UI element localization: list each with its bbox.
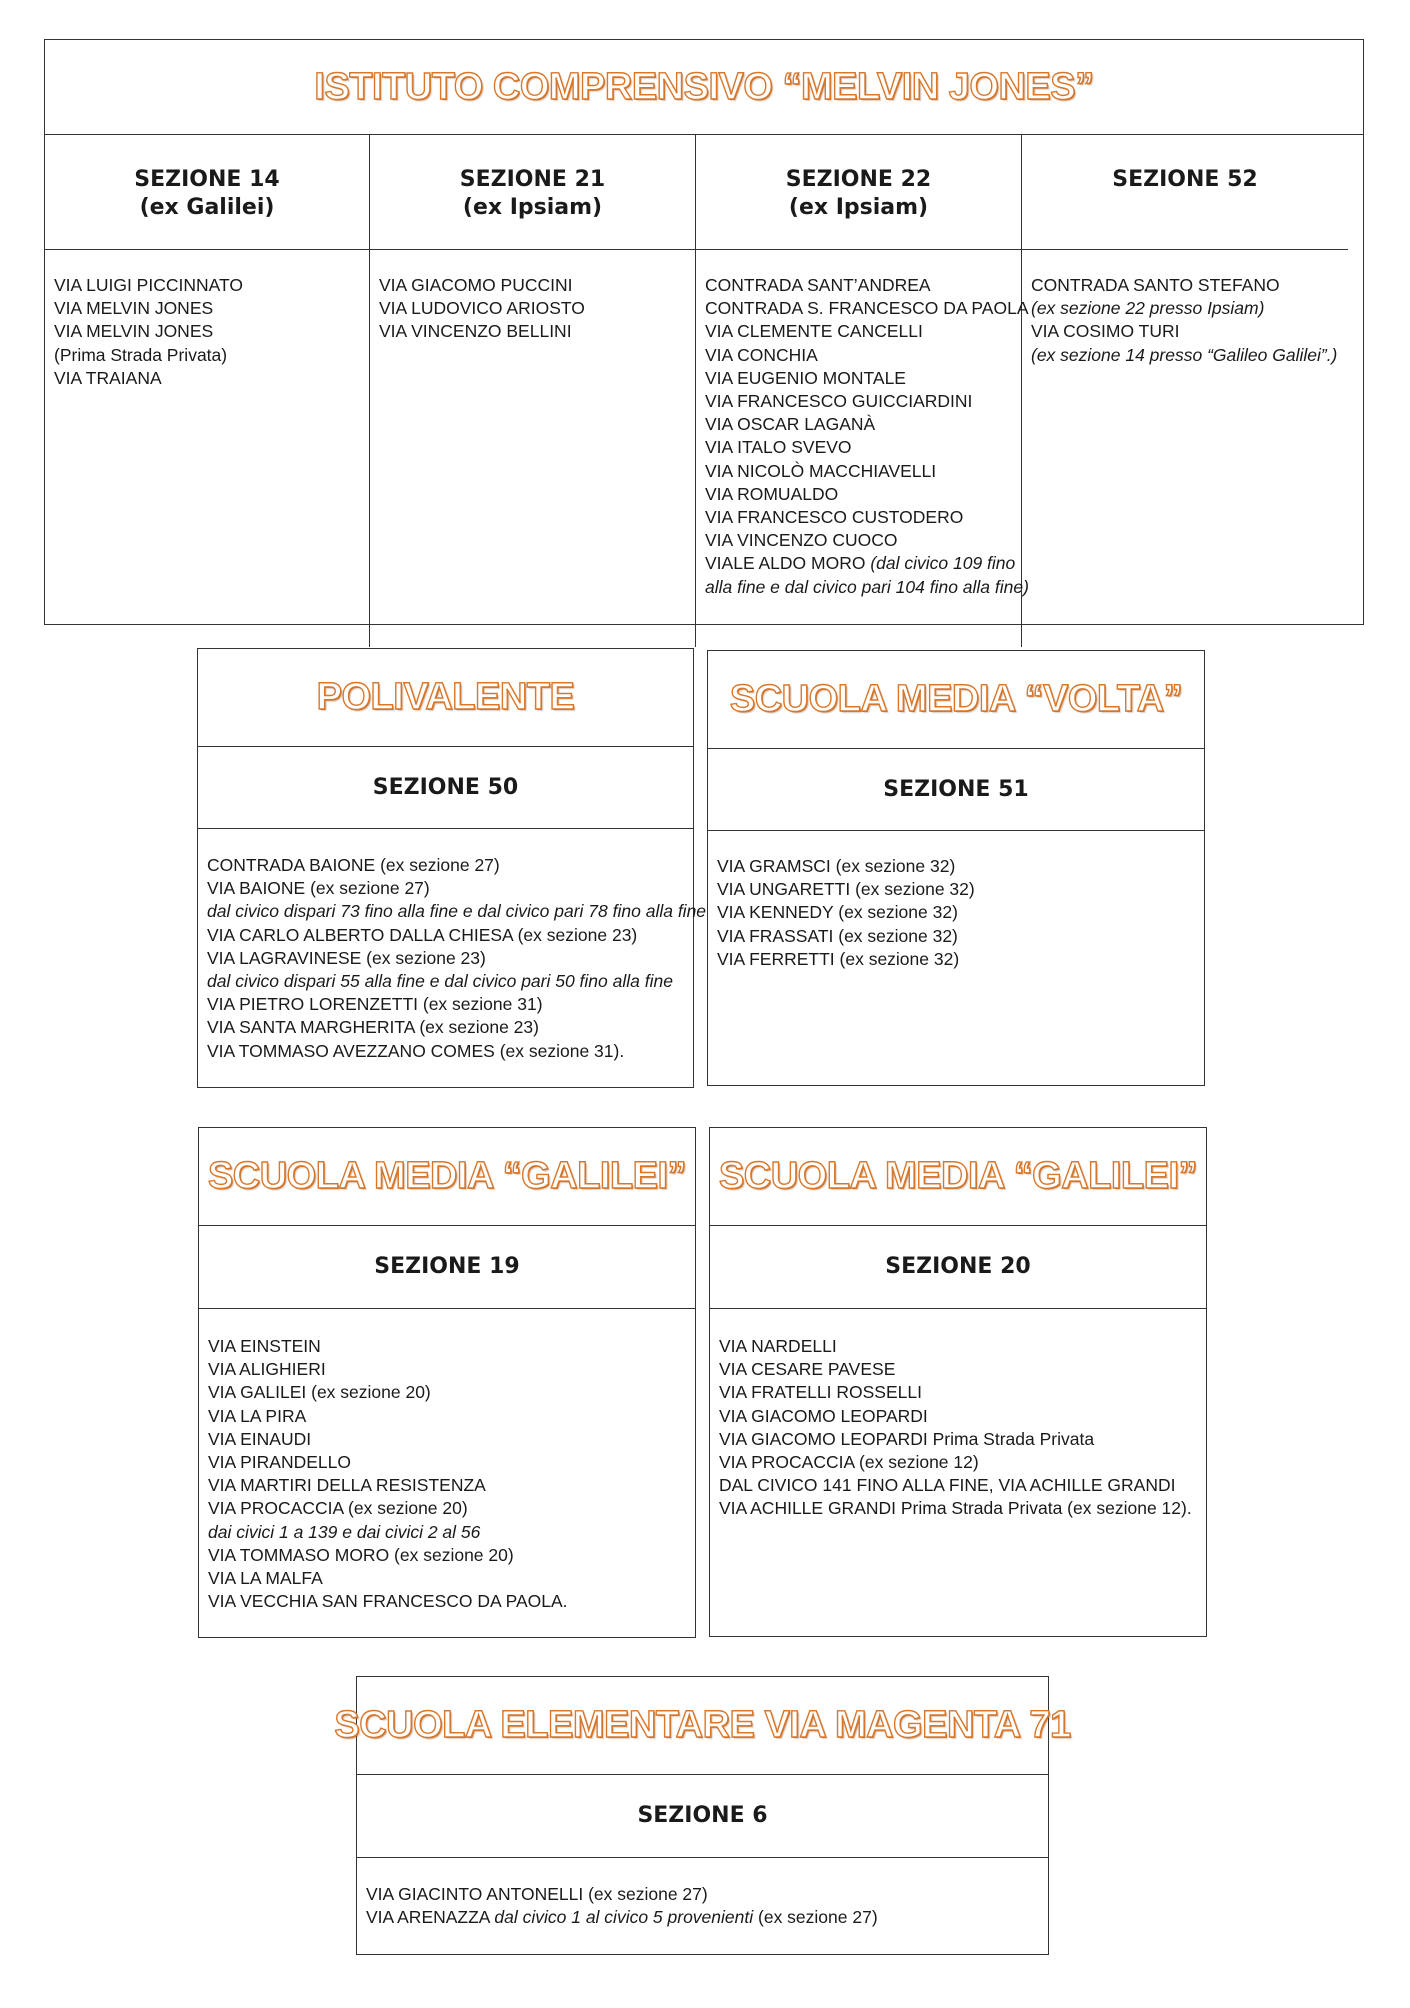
- street-line: VIA FRATELLI ROSSELLI: [719, 1382, 922, 1403]
- section-title: SEZIONE 19: [374, 1254, 520, 1279]
- street-line: CONTRADA SANT’ANDREA: [705, 275, 931, 295]
- street-line: CONTRADA S. FRANCESCO DA PAOLA: [705, 298, 1029, 319]
- street-line: VIA EINAUDI: [208, 1428, 312, 1449]
- street-line: VIA MARTIRI DELLA RESISTENZA: [208, 1475, 486, 1496]
- section-column: [696, 135, 1029, 647]
- school-title: SCUOLA MEDIA “GALILEI”: [207, 1155, 687, 1197]
- street-name-suffix: (ex sezione 27): [753, 1907, 878, 1928]
- street-line: VIA EUGENIO MONTALE: [705, 367, 906, 388]
- section-header: [710, 1226, 1206, 1309]
- street-note: dai civici 1 a 139 e dai civici 2 al 56: [208, 1521, 481, 1542]
- street-line: VIA PIRANDELLO: [208, 1452, 351, 1473]
- street-line: VIA GIACINTO ANTONELLI (ex sezione 27): [366, 1884, 708, 1904]
- street-line: VIA CESARE PAVESE: [719, 1359, 896, 1380]
- street-line: VIA NICOLÒ MACCHIAVELLI: [705, 460, 937, 481]
- street-line: VIA GIACOMO LEOPARDI Prima Strada Privata: [719, 1428, 1095, 1449]
- street-note: alla fine e dal civico pari 104 fino alla fine): [705, 576, 1029, 597]
- street-line: VIA VECCHIA SAN FRANCESCO DA PAOLA.: [208, 1591, 568, 1612]
- street-line: VIA TRAIANA: [54, 367, 162, 388]
- street-list: [370, 250, 695, 647]
- section-subtitle: (ex Galilei): [139, 195, 275, 220]
- street-note: dal civico dispari 73 fino alla fine e dal civico pari 78 fino alla fine: [207, 901, 707, 922]
- street-line: VIA TOMMASO MORO (ex sezione 20): [208, 1544, 514, 1565]
- section-subtitle: (ex Ipsiam): [462, 195, 603, 220]
- street-line: VIA GALILEI (ex sezione 20): [208, 1382, 431, 1403]
- street-list: [45, 250, 369, 647]
- street-line: VIA COSIMO TURI: [1031, 321, 1180, 342]
- section-column: [1022, 135, 1348, 647]
- street-line: VIA KENNEDY (ex sezione 32): [717, 902, 958, 923]
- street-note: dal civico 1 al civico 5 provenienti: [494, 1907, 754, 1928]
- street-line: VIA ROMUALDO: [705, 483, 839, 504]
- street-line: VIA PIETRO LORENZETTI (ex sezione 31): [207, 994, 543, 1015]
- section-subtitle: (ex Ipsiam): [788, 195, 929, 220]
- section-header: [370, 135, 695, 250]
- street-line: VIA LA MALFA: [208, 1568, 323, 1589]
- street-line: VIA LUIGI PICCINNATO: [54, 275, 243, 295]
- block-melvin-jones: [44, 39, 1364, 625]
- school-title-row: [198, 649, 693, 747]
- section-header: [1022, 135, 1348, 250]
- street-line: VIA GIACOMO LEOPARDI: [719, 1405, 928, 1426]
- street-note: dal civico dispari 55 alla fine e dal civico pari 50 fino alla fine: [207, 971, 673, 992]
- section-column: [45, 135, 370, 647]
- street-line: DAL CIVICO 141 FINO ALLA FINE, VIA ACHILLE GRANDI: [719, 1475, 1176, 1496]
- street-list: [198, 829, 707, 1063]
- street-line: VIA BAIONE (ex sezione 27): [207, 878, 430, 899]
- street-name: VIA ARENAZZA: [366, 1907, 495, 1928]
- street-line: VIA FERRETTI (ex sezione 32): [717, 948, 960, 969]
- school-title-row: [708, 651, 1204, 749]
- school-title: SCUOLA MEDIA “GALILEI”: [718, 1155, 1198, 1197]
- street-line: VIA LAGRAVINESE (ex sezione 23): [207, 947, 486, 968]
- section-title: SEZIONE 52: [1112, 167, 1258, 192]
- street-line: VIA UNGARETTI (ex sezione 32): [717, 879, 975, 900]
- street-line: VIA ACHILLE GRANDI Prima Strada Privata (ex sezione 12).: [719, 1498, 1192, 1519]
- street-line: VIA VINCENZO BELLINI: [379, 321, 572, 342]
- street-line: VIA MELVIN JONES: [54, 321, 214, 342]
- section-column: [370, 135, 696, 647]
- street-line: VIA PROCACCIA (ex sezione 12): [719, 1452, 979, 1473]
- section-header: [357, 1775, 1048, 1858]
- street-list: [696, 250, 1029, 647]
- street-line: VIA LA PIRA: [208, 1405, 307, 1426]
- section-title: SEZIONE 50: [372, 774, 519, 800]
- section-title: SEZIONE 20: [885, 1254, 1031, 1279]
- street-line: VIA LUDOVICO ARIOSTO: [379, 298, 585, 319]
- school-title: POLIVALENTE: [316, 676, 575, 718]
- street-line: VIA FRANCESCO GUICCIARDINI: [705, 391, 973, 412]
- street-line: VIA GRAMSCI (ex sezione 32): [717, 856, 956, 876]
- street-line: VIA EINSTEIN: [208, 1336, 321, 1356]
- street-line: [366, 1906, 1048, 1929]
- section-header: [198, 747, 693, 829]
- school-title: ISTITUTO COMPRENSIVO “MELVIN JONES”: [314, 65, 1094, 108]
- school-title: SCUOLA ELEMENTARE VIA MAGENTA 71: [334, 1704, 1071, 1746]
- street-line: VIA PROCACCIA (ex sezione 20): [208, 1498, 468, 1519]
- section-title: SEZIONE 6: [637, 1803, 768, 1828]
- street-line: VIA CARLO ALBERTO DALLA CHIESA (ex sezione 23): [207, 924, 638, 945]
- street-line: VIA VINCENZO CUOCO: [705, 530, 898, 551]
- school-title-row: [334, 1677, 1071, 1775]
- street-line: VIA OSCAR LAGANÀ: [705, 414, 876, 435]
- street-line: VIA ITALO SVEVO: [705, 437, 852, 458]
- section-header: [696, 135, 1021, 250]
- block-galilei-20: [709, 1127, 1207, 1637]
- section-header: [45, 135, 369, 250]
- street-line: VIA ALIGHIERI: [208, 1359, 326, 1380]
- section-title: SEZIONE 14: [134, 167, 280, 192]
- street-line: VIA SANTA MARGHERITA (ex sezione 23): [207, 1017, 539, 1038]
- street-list: [357, 1858, 1048, 1929]
- street-line: VIA GIACOMO PUCCINI: [379, 275, 573, 295]
- street-list: [710, 1309, 1206, 1521]
- block-polivalente: [197, 648, 707, 1088]
- street-line: [705, 552, 1021, 575]
- street-note: (dal civico 109 fino: [870, 553, 1016, 574]
- street-note: (ex sezione 14 presso “Galileo Galilei”.): [1031, 344, 1338, 365]
- block-galilei-19: [198, 1127, 696, 1638]
- school-title: SCUOLA MEDIA “VOLTA”: [729, 678, 1183, 720]
- school-title-row: [710, 1128, 1206, 1226]
- street-line: VIA NARDELLI: [719, 1336, 837, 1356]
- street-line: VIA CONCHIA: [705, 344, 818, 365]
- block-magenta-71: [334, 1676, 1071, 1955]
- street-list: [708, 831, 1204, 971]
- section-title: SEZIONE 51: [883, 776, 1029, 802]
- section-header: [708, 749, 1204, 831]
- street-line: CONTRADA SANTO STEFANO: [1031, 275, 1280, 295]
- street-line: VIA MELVIN JONES: [54, 298, 214, 319]
- street-name: VIALE ALDO MORO: [705, 553, 871, 574]
- street-line: VIA FRASSATI (ex sezione 32): [717, 925, 958, 946]
- street-list: [199, 1309, 695, 1613]
- school-title-row: [199, 1128, 695, 1226]
- section-title: SEZIONE 22: [785, 167, 932, 192]
- street-note: (ex sezione 22 presso Ipsiam): [1031, 298, 1265, 319]
- street-line: (Prima Strada Privata): [54, 344, 228, 365]
- sections-grid: [45, 135, 1363, 647]
- school-title-row: [45, 40, 1363, 135]
- section-title: SEZIONE 21: [459, 167, 606, 192]
- block-volta: [707, 650, 1205, 1086]
- street-list: [1022, 250, 1348, 647]
- street-line: VIA FRANCESCO CUSTODERO: [705, 507, 964, 528]
- street-line: VIA CLEMENTE CANCELLI: [705, 321, 923, 342]
- street-line: CONTRADA BAIONE (ex sezione 27): [207, 855, 500, 875]
- street-line: VIA TOMMASO AVEZZANO COMES (ex sezione 31).: [207, 1040, 625, 1061]
- section-header: [199, 1226, 695, 1309]
